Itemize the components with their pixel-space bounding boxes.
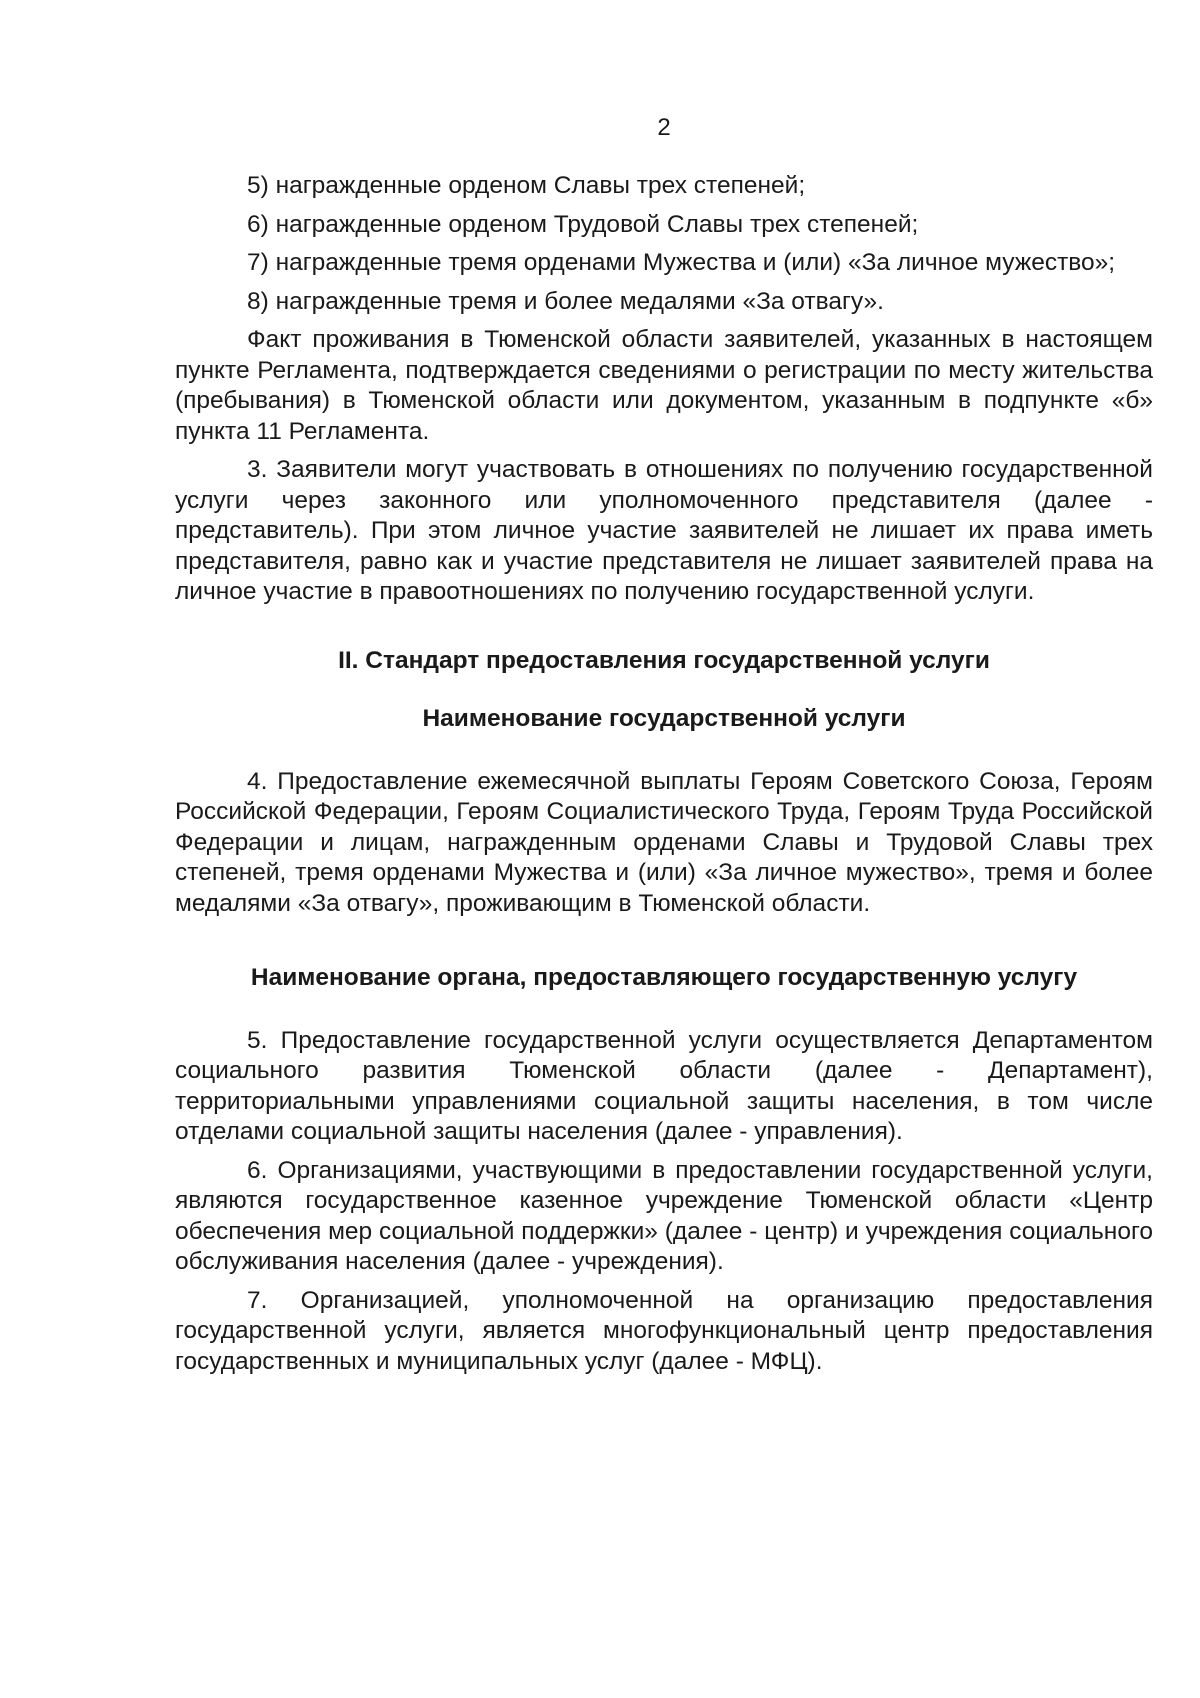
paragraph-3: 3. Заявители могут участвовать в отношениях по получению государственной услуги через законного или уполномоченного представителя (далее - представитель). При этом личное участие заявителей не лишает их права иметь представителя, равно как и участие представителя не лишает заявителей права на личное участие в правоотношениях по получению государственной услуги. bbox=[175, 456, 1153, 605]
paragraph-4: 4. Предоставление ежемесячной выплаты Героям Советского Союза, Героям Российской Федерации, Героям Социалистического Труда, Героям Труда Российской Федерации и лицам, награжденным орденами Славы и Трудовой Славы трех степеней, тремя орденами Мужества и (или) «За личное мужество», тремя и более медалями «За отвагу», проживающим в Тюменской области. bbox=[175, 767, 1153, 917]
paragraph-5: 5. Предоставление государственной услуги осуществляется Департаментом социального развития Тюменской области (далее - Департамент), территориальными управлениями социальной защиты населения, в том числе отделами социальной защиты населения (далее - управления). bbox=[175, 1026, 1153, 1145]
document-body bbox=[175, 171, 1153, 1385]
section-title: II. Стандарт предоставления государственной услуги bbox=[338, 646, 990, 674]
paragraph-6: 6. Организациями, участвующими в предоставлении государственной услуги, являются государственное казенное учреждение Тюменской области «Центр обеспечения мер социальной поддержки» (далее - центр) и учреждения социального обслуживания населения (далее - учреждения). bbox=[175, 1156, 1153, 1275]
residence-fact-paragraph: Факт проживания в Тюменской области заявителей, указанных в настоящем пункте Регламента, подтверждается сведениями о регистрации по месту жительства (пребывания) в Тюменской области или документом, указанным в подпункте «б» пункта 11 Регламента. bbox=[175, 326, 1153, 445]
page-number: 2 bbox=[657, 114, 671, 141]
list-item-8: 8) награжденные тремя и более медалями «За отвагу». bbox=[247, 287, 884, 315]
paragraph-7: 7. Организацией, уполномоченной на организацию предоставления государственной услуги, является многофункциональный центр предоставления государственных и муниципальных услуг (далее - МФЦ). bbox=[175, 1286, 1153, 1375]
list-item-7: 7) награжденные тремя орденами Мужества и (или) «За личное мужество»; bbox=[247, 249, 1116, 276]
subsection-title-service-name: Наименование государственной услуги bbox=[422, 705, 906, 732]
list-item-6: 6) награжденные орденом Трудовой Славы трех степеней; bbox=[247, 210, 919, 238]
list-item-5: 5) награжденные орденом Славы трех степеней; bbox=[247, 172, 806, 199]
subsection-title-authority: Наименование органа, предоставляющего государственную услугу bbox=[250, 964, 1078, 991]
